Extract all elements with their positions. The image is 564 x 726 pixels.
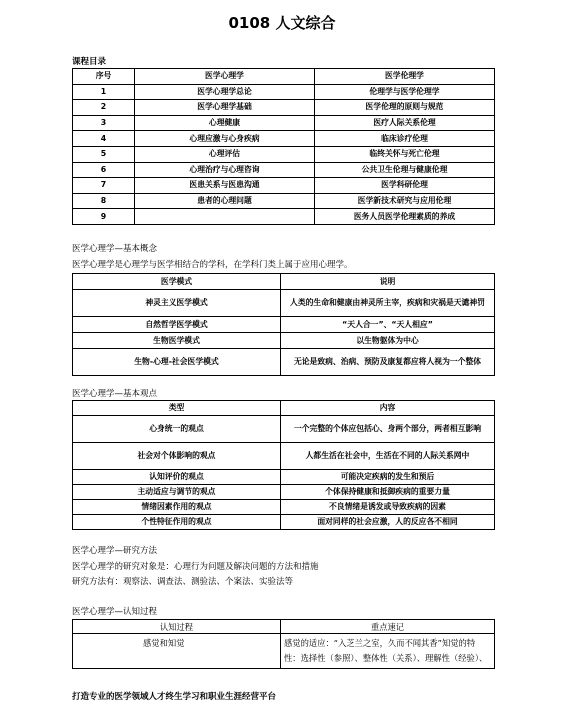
outline-label: 课程目录: [72, 57, 107, 67]
table-header-row: [73, 620, 495, 634]
cell: 心理应激与心身疾病: [135, 131, 315, 147]
header-cell: 序号: [73, 69, 135, 85]
basic-views-table: [72, 400, 495, 530]
cell: 个性特征作用的观点: [73, 515, 281, 530]
cell: 公共卫生伦理与健康伦理: [315, 162, 495, 178]
table-row: [73, 443, 495, 470]
cell: 个体保持健康和抵御疾病的重要力量: [281, 485, 495, 500]
table-row: [73, 131, 495, 147]
medical-models-table: [72, 273, 495, 376]
cell: 医学伦理的原则与规范: [315, 100, 495, 116]
cell: 可能决定疾病的发生和预后: [281, 470, 495, 485]
cell: 情绪因素作用的观点: [73, 500, 281, 515]
header-cell: 医学心理学: [135, 69, 315, 85]
cell: 临终关怀与死亡伦理: [315, 146, 495, 162]
table-row: [73, 317, 495, 333]
cell: 医学科研伦理: [315, 178, 495, 194]
cell: 5: [73, 146, 135, 162]
cell: 心理治疗与心理咨询: [135, 162, 315, 178]
cell: 感觉的适应：“入芝兰之室，久而不闻其香”知觉的特性：选择性（参照）、整体性（关系）、理解性（经验）、: [281, 634, 495, 669]
table-row: [73, 333, 495, 349]
cell: 医疗人际关系伦理: [315, 115, 495, 131]
header-cell: 重点速记: [281, 620, 495, 634]
cell: 无论是致病、治病、预防及康复都应将人视为一个整体: [281, 349, 495, 376]
table-row: [73, 193, 495, 209]
views-heading: 医学心理学—基本观点: [72, 389, 158, 399]
table-header-row: [73, 401, 495, 416]
methods-object: 医学心理学的研究对象是：心理行为问题及解决问题的方法和措施: [72, 562, 319, 572]
header-cell: 说明: [281, 274, 495, 290]
cell: 3: [73, 115, 135, 131]
cell: 一个完整的个体应包括心、身两个部分，两者相互影响: [281, 416, 495, 443]
cell: 1: [73, 84, 135, 100]
cell: 医学新技术研究与应用伦理: [315, 193, 495, 209]
table-row: [73, 349, 495, 376]
table-row: [73, 84, 495, 100]
table-row: [73, 515, 495, 530]
header-cell: 类型: [73, 401, 281, 416]
table-row: [73, 115, 495, 131]
cell: 心身统一的观点: [73, 416, 281, 443]
header-cell: 医学模式: [73, 274, 281, 290]
header-cell: 认知过程: [73, 620, 281, 634]
footer-slogan: 打造专业的医学领域人才终生学习和职业生涯经营平台: [72, 692, 277, 702]
table-row: [73, 290, 495, 317]
cell: 医学心理学总论: [135, 84, 315, 100]
cell: 4: [73, 131, 135, 147]
header-cell: 医学伦理学: [315, 69, 495, 85]
cell: 神灵主义医学模式: [73, 290, 281, 317]
cell: 患者的心理问题: [135, 193, 315, 209]
cell: 生物-心理-社会医学模式: [73, 349, 281, 376]
cell: 认知评价的观点: [73, 470, 281, 485]
table-row: [73, 162, 495, 178]
concepts-heading: 医学心理学—基本概念: [72, 244, 158, 254]
cell: 医务人员医学伦理素质的养成: [315, 209, 495, 225]
cell: 心理评估: [135, 146, 315, 162]
table-row: [73, 500, 495, 515]
cell: 医患关系与医患沟通: [135, 178, 315, 194]
cognition-heading: 医学心理学—认知过程: [72, 607, 158, 617]
cell: 人类的生命和健康由神灵所主宰，疾病和灾祸是天谴神罚: [281, 290, 495, 317]
cell: 6: [73, 162, 135, 178]
table-row: [73, 209, 495, 225]
header-cell: 内容: [281, 401, 495, 416]
cell: 生物医学模式: [73, 333, 281, 349]
cell: “天人合一”、“天人相应”: [281, 317, 495, 333]
cell: 自然哲学医学模式: [73, 317, 281, 333]
cell: 7: [73, 178, 135, 194]
cell: 伦理学与医学伦理学: [315, 84, 495, 100]
table-row: [73, 485, 495, 500]
cell: 人都生活在社会中，生活在不同的人际关系网中: [281, 443, 495, 470]
cell: 以生物躯体为中心: [281, 333, 495, 349]
concepts-intro: 医学心理学是心理学与医学相结合的学科，在学科门类上属于应用心理学。: [72, 260, 353, 270]
table-row: [73, 146, 495, 162]
cell: 9: [73, 209, 135, 225]
outline-table: [72, 68, 495, 225]
table-header-row: [73, 274, 495, 290]
page-title: 0108 人文综合: [228, 14, 336, 32]
cognition-table: [72, 619, 495, 669]
cell: 心理健康: [135, 115, 315, 131]
table-row: [73, 634, 495, 669]
methods-ways: 研究方法有：观察法、调查法、测验法、个案法、实验法等: [72, 577, 294, 587]
cell: 2: [73, 100, 135, 116]
table-row: [73, 178, 495, 194]
cell: 8: [73, 193, 135, 209]
table-row: [73, 100, 495, 116]
cell: 感觉和知觉: [73, 634, 281, 669]
cell: 临床诊疗伦理: [315, 131, 495, 147]
cell: 社会对个体影响的观点: [73, 443, 281, 470]
table-header-row: [73, 69, 495, 85]
cell: 主动适应与调节的观点: [73, 485, 281, 500]
cell: 医学心理学基础: [135, 100, 315, 116]
cell: 不良情绪是诱发或导致疾病的因素: [281, 500, 495, 515]
cell: 面对同样的社会应激，人的反应各不相同: [281, 515, 495, 530]
cell: [135, 209, 315, 225]
table-row: [73, 416, 495, 443]
table-row: [73, 470, 495, 485]
methods-heading: 医学心理学—研究方法: [72, 546, 158, 556]
